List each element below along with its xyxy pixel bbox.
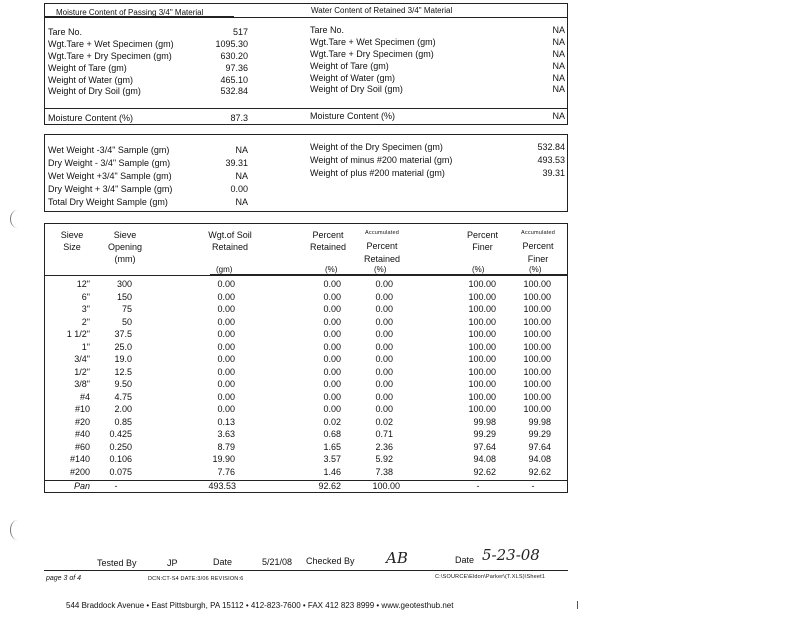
label: Weight of Dry Soil (gm) xyxy=(48,86,141,97)
value: NA xyxy=(552,48,565,59)
label: Weight of Dry Soil (gm) xyxy=(310,84,403,95)
page-number: page 3 of 4 xyxy=(46,575,82,582)
checked-by-signature: AB xyxy=(386,549,408,567)
cell-wgt-retained: 0.00 xyxy=(217,279,235,289)
cell-sieve-opening: 75 xyxy=(121,304,132,314)
cell-pct-finer: 100.00 xyxy=(468,329,496,339)
value: 465.10 xyxy=(220,74,248,85)
value: NA xyxy=(552,36,565,47)
cell-pct-retained: 0.00 xyxy=(323,379,341,389)
left-section-header: Moisture Content of Passing 3/4" Material xyxy=(56,8,204,17)
cell-sieve-size: 12" xyxy=(76,279,90,289)
cell-accum-retained: 5.92 xyxy=(375,454,393,464)
cell-accum-finer: 100.00 xyxy=(523,379,551,389)
cell-accum-retained: 0.00 xyxy=(375,279,393,289)
tested-by-value: JP xyxy=(167,558,178,568)
left-moisture-content-label: Moisture Content (%) xyxy=(48,113,134,123)
unit-pct-retained: (%) xyxy=(325,265,338,274)
hole-punch-mark xyxy=(10,210,25,228)
header-sieve-opening xyxy=(100,229,150,265)
cell-wgt-retained: 0.00 xyxy=(217,391,235,402)
cell-accum-finer: 100.00 xyxy=(523,391,551,402)
cell-pct-finer: 97.64 xyxy=(473,441,496,452)
cell-pct-finer: 99.98 xyxy=(473,416,496,427)
doc-code-right: C:\SOURCE\Eldon\Parker\(T.XLS)\Sheet1 xyxy=(435,574,546,580)
date2-label: Date xyxy=(455,555,475,565)
specimen-weight-values xyxy=(510,141,565,180)
cell-pct-finer: 100.00 xyxy=(468,391,496,402)
cell-sieve-opening: 2.00 xyxy=(114,404,132,414)
cell-wgt-retained: 0.00 xyxy=(217,304,235,314)
cell-sieve-opening: 19.0 xyxy=(114,354,132,364)
text: Retained xyxy=(309,242,347,252)
checked-by-label: Checked By xyxy=(306,556,355,566)
label: Weight of Tare (gm) xyxy=(48,62,127,73)
cell-sieve-size: 3/8" xyxy=(74,379,90,389)
header-pct-finer xyxy=(455,229,510,253)
cell-wgt-retained: 0.00 xyxy=(217,291,235,302)
cell-pct-finer: 100.00 xyxy=(468,341,496,352)
cell-accum-finer: 94.08 xyxy=(528,454,551,464)
date2-handwritten: 5-23-08 xyxy=(482,546,540,564)
scan-mark xyxy=(577,601,578,609)
text: Sieve xyxy=(60,230,84,240)
cell-pct-finer: 99.29 xyxy=(473,429,496,439)
value: 97.36 xyxy=(225,62,248,73)
cell-pct-finer: 100.00 xyxy=(468,379,496,389)
cell-sieve-opening: 0.425 xyxy=(109,429,132,439)
cell-sieve-size: 1/2" xyxy=(74,366,90,377)
value: 39.31 xyxy=(542,168,565,178)
label: Total Dry Weight Sample (gm) xyxy=(48,197,168,207)
value: NA xyxy=(235,145,248,155)
cell-wgt-retained: 0.00 xyxy=(217,329,235,339)
cell-pct-retained: 92.62 xyxy=(318,481,341,491)
cell-sieve-size: 1 1/2" xyxy=(66,329,90,339)
cell-wgt-retained: 7.76 xyxy=(217,466,235,477)
right-moisture-content-value: NA xyxy=(552,111,565,121)
value: 493.53 xyxy=(537,155,565,165)
label: Dry Weight + 3/4" Sample (gm) xyxy=(48,184,173,194)
right-moisture-labels xyxy=(310,25,436,96)
cell-wgt-retained: 0.00 xyxy=(217,366,235,377)
cell-accum-finer: - xyxy=(531,481,535,491)
cell-accum-retained: 0.00 xyxy=(375,304,393,314)
cell-sieve-size: #140 xyxy=(69,454,90,464)
header-accum-retained xyxy=(352,227,412,266)
cell-accum-finer: 100.00 xyxy=(523,404,551,414)
label: Weight of plus #200 material (gm) xyxy=(310,168,445,178)
cell-pct-retained: 0.00 xyxy=(323,291,341,302)
cell-sieve-size: #200 xyxy=(69,466,90,477)
cell-pct-finer: 100.00 xyxy=(468,279,496,289)
cell-sieve-opening: 4.75 xyxy=(114,391,132,402)
cell-accum-finer: 92.62 xyxy=(528,466,551,477)
cell-accum-finer: 100.00 xyxy=(523,354,551,364)
cell-accum-finer: 100.00 xyxy=(523,329,551,339)
cell-wgt-retained: 0.00 xyxy=(217,354,235,364)
cell-accum-finer: 99.98 xyxy=(528,416,551,427)
cell-pct-finer: 94.08 xyxy=(473,454,496,464)
cell-sieve-opening: 0.85 xyxy=(114,416,132,427)
cell-pct-finer: 100.00 xyxy=(468,354,496,364)
text: Percent xyxy=(312,230,344,240)
value: 0.00 xyxy=(230,184,248,194)
unit-accum-retained: (%) xyxy=(374,265,387,274)
text: Percent xyxy=(522,241,554,251)
text: Sieve xyxy=(113,230,137,240)
label: Weight of minus #200 material (gm) xyxy=(310,155,453,165)
cell-sieve-opening: 50 xyxy=(121,316,132,327)
label: Tare No. xyxy=(48,27,83,37)
label: Wet Weight +3/4" Sample (gm) xyxy=(48,171,172,181)
date-value: 5/21/08 xyxy=(262,557,293,567)
cell-wgt-retained: 0.00 xyxy=(217,341,235,352)
table-top-rule xyxy=(44,223,568,224)
cell-pct-finer: 100.00 xyxy=(468,291,496,302)
cell-sieve-size: 3" xyxy=(81,304,90,314)
cell-accum-finer: 97.64 xyxy=(528,441,551,452)
header-sieve-size xyxy=(50,229,94,253)
label: Dry Weight - 3/4" Sample (gm) xyxy=(48,158,171,168)
text: Finer xyxy=(472,242,493,252)
units-rule xyxy=(210,274,568,275)
sample-weight-labels xyxy=(48,144,172,209)
cell-pct-retained: 0.00 xyxy=(323,366,341,377)
cell-pct-retained: 0.00 xyxy=(323,354,341,364)
cell-accum-finer: 100.00 xyxy=(523,279,551,289)
sample-weight-values xyxy=(200,144,248,209)
text: Retained xyxy=(211,242,249,252)
doc-code-left: DCN:CT-S4 DATE:3/06 REVISION:6 xyxy=(148,576,244,582)
label: Tare No. xyxy=(310,25,345,35)
cell-accum-finer: 100.00 xyxy=(523,291,551,302)
cell-pct-retained: 1.65 xyxy=(323,441,341,452)
cell-pct-retained: 0.00 xyxy=(323,404,341,414)
left-moisture-values xyxy=(190,27,248,98)
footer-rule xyxy=(44,570,568,571)
cell-pct-retained: 0.00 xyxy=(323,329,341,339)
cell-sieve-opening: 25.0 xyxy=(114,341,132,352)
text: Percent xyxy=(466,230,499,240)
cell-accum-finer: 99.29 xyxy=(528,429,551,439)
value: 517 xyxy=(232,27,248,37)
cell-sieve-opening: 37.5 xyxy=(114,329,132,339)
cell-accum-retained: 0.00 xyxy=(375,391,393,402)
header-pct-retained xyxy=(298,229,358,253)
label: Weight of the Dry Specimen (gm) xyxy=(310,142,443,152)
cell-sieve-size: #60 xyxy=(74,441,90,452)
cell-wgt-retained: 493.53 xyxy=(208,481,236,491)
value: NA xyxy=(235,197,248,207)
cell-sieve-opening: - xyxy=(114,481,118,491)
text: Accumulated xyxy=(365,230,399,236)
cell-accum-retained: 0.00 xyxy=(375,354,393,364)
cell-sieve-size: #4 xyxy=(79,391,90,402)
cell-sieve-size: 1" xyxy=(81,341,90,352)
label: Weight of Water (gm) xyxy=(310,72,396,83)
cell-wgt-retained: 8.79 xyxy=(217,441,235,452)
label: Weight of Water (gm) xyxy=(48,74,134,85)
cell-accum-retained: 0.00 xyxy=(375,291,393,302)
pan-label: Pan xyxy=(73,481,90,491)
text: Percent xyxy=(366,241,398,251)
value: 1095.30 xyxy=(215,38,248,49)
cell-sieve-size: #20 xyxy=(74,416,90,427)
cell-sieve-opening: 300 xyxy=(116,279,132,289)
cell-sieve-size: 2" xyxy=(81,316,90,327)
cell-pct-finer: 100.00 xyxy=(468,304,496,314)
cell-pct-retained: 0.02 xyxy=(323,416,341,427)
header-wgt-retained xyxy=(190,229,270,253)
right-section-header: Water Content of Retained 3/4" Material xyxy=(311,6,453,15)
value: NA xyxy=(552,25,565,35)
right-moisture-content-label: Moisture Content (%) xyxy=(310,111,396,121)
value: 532.84 xyxy=(220,86,248,97)
value: NA xyxy=(552,84,565,95)
cell-accum-retained: 0.00 xyxy=(375,404,393,414)
right-moisture-values xyxy=(520,25,565,96)
unit-accum-finer: (%) xyxy=(529,265,542,274)
cell-accum-retained: 2.36 xyxy=(375,441,393,452)
cell-pct-retained: 0.00 xyxy=(323,279,341,289)
unit-wgt: (gm) xyxy=(216,265,233,274)
label: Wgt.Tare + Wet Specimen (gm) xyxy=(310,36,436,47)
cell-wgt-retained: 0.00 xyxy=(217,404,235,414)
value: NA xyxy=(552,60,565,71)
cell-sieve-opening: 12.5 xyxy=(114,366,132,377)
header-accum-finer xyxy=(508,227,568,266)
cell-accum-finer: 100.00 xyxy=(523,316,551,327)
cell-pct-retained: 1.46 xyxy=(323,466,341,477)
text: Wgt.of Soil xyxy=(208,230,252,240)
table-header-rule xyxy=(44,275,568,276)
cell-accum-finer: 100.00 xyxy=(523,341,551,352)
cell-accum-finer: 100.00 xyxy=(523,304,551,314)
cell-sieve-opening: 0.075 xyxy=(109,466,132,477)
cell-sieve-size: #10 xyxy=(74,404,90,414)
cell-accum-retained: 0.00 xyxy=(375,341,393,352)
cell-sieve-opening: 0.106 xyxy=(109,454,132,464)
moisture-rule xyxy=(44,108,568,109)
cell-accum-retained: 0.00 xyxy=(375,366,393,377)
text: Size xyxy=(63,242,81,252)
value: NA xyxy=(235,171,248,181)
cell-accum-retained: 100.00 xyxy=(372,481,400,491)
cell-accum-retained: 0.00 xyxy=(375,329,393,339)
cell-pct-finer: 100.00 xyxy=(468,316,496,327)
cell-wgt-retained: 3.63 xyxy=(217,429,235,439)
label: Wet Weight -3/4" Sample (gm) xyxy=(48,145,170,155)
cell-pct-retained: 0.68 xyxy=(323,429,341,439)
label: Weight of Tare (gm) xyxy=(310,60,389,71)
cell-accum-retained: 0.02 xyxy=(375,416,393,427)
text: Retained xyxy=(363,254,401,264)
cell-sieve-size: 3/4" xyxy=(74,354,90,364)
value: NA xyxy=(552,72,565,83)
cell-accum-retained: 0.00 xyxy=(375,379,393,389)
cell-sieve-size: #40 xyxy=(74,429,90,439)
company-address: 544 Braddock Avenue • East Pittsburgh, PA 15112 • 412-823-7600 • FAX 412 823 8999 • www.geotesthub.net xyxy=(66,601,454,610)
cell-pct-retained: 0.00 xyxy=(323,391,341,402)
cell-pct-retained: 0.00 xyxy=(323,304,341,314)
cell-pct-finer: 100.00 xyxy=(468,404,496,414)
left-moisture-content-value: 87.3 xyxy=(230,113,248,123)
value: 630.20 xyxy=(220,50,248,61)
value: 532.84 xyxy=(537,142,565,152)
label: Wgt.Tare + Wet Specimen (gm) xyxy=(48,38,174,49)
cell-pct-retained: 0.00 xyxy=(323,341,341,352)
cell-accum-retained: 0.71 xyxy=(375,429,393,439)
cell-pct-retained: 0.00 xyxy=(323,316,341,327)
text: Opening xyxy=(107,242,143,252)
text: Finer xyxy=(527,254,549,264)
value: 39.31 xyxy=(225,158,248,168)
specimen-weight-labels xyxy=(310,141,452,180)
cell-sieve-size: 6" xyxy=(81,291,90,302)
cell-sieve-opening: 9.50 xyxy=(114,379,132,389)
cell-wgt-retained: 0.13 xyxy=(217,416,235,427)
left-moisture-labels xyxy=(48,27,174,98)
cell-accum-retained: 7.38 xyxy=(375,466,393,477)
cell-wgt-retained: 0.00 xyxy=(217,379,235,389)
cell-pct-finer: - xyxy=(476,481,480,491)
label: Wgt.Tare + Dry Specimen (gm) xyxy=(48,50,172,61)
tested-by-label: Tested By xyxy=(97,558,137,568)
text: Accumulated xyxy=(521,230,555,236)
hole-punch-mark xyxy=(10,520,25,540)
label: Wgt.Tare + Dry Specimen (gm) xyxy=(310,48,434,59)
cell-sieve-opening: 150 xyxy=(116,291,132,302)
cell-accum-retained: 0.00 xyxy=(375,316,393,327)
date-label: Date xyxy=(213,557,233,567)
cell-sieve-opening: 0.250 xyxy=(109,441,132,452)
cell-accum-finer: 100.00 xyxy=(523,366,551,377)
cell-wgt-retained: 19.90 xyxy=(212,454,235,464)
cell-pct-finer: 100.00 xyxy=(468,366,496,377)
cell-pct-finer: 92.62 xyxy=(473,466,496,477)
cell-pct-retained: 3.57 xyxy=(323,454,341,464)
cell-wgt-retained: 0.00 xyxy=(217,316,235,327)
unit-pct-finer: (%) xyxy=(472,265,485,274)
text: (mm) xyxy=(114,254,136,264)
